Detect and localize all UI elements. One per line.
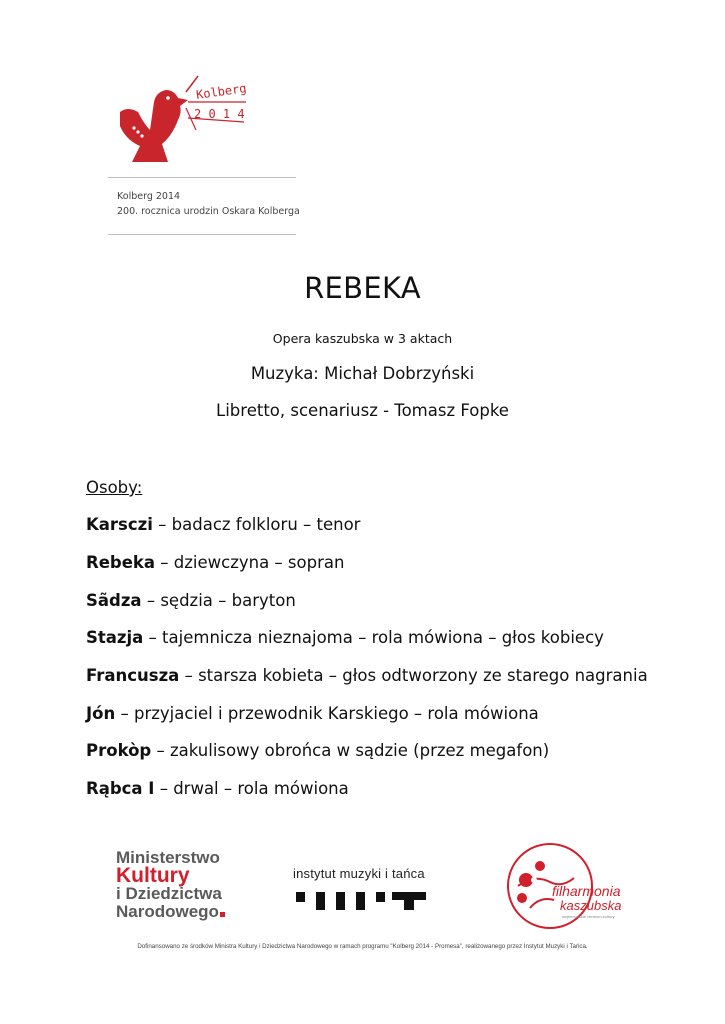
person-desc: – przyjaciel i przewodnik Karskiego – rola mówiona [115, 704, 539, 723]
logo-kolberg-text: Kolberg [195, 81, 248, 102]
header-divider-top [108, 177, 296, 178]
ministry-logo [116, 849, 246, 921]
person-item [86, 704, 539, 723]
person-name: Jón [86, 704, 116, 723]
fil-logo-line1: filharmonia [552, 883, 621, 899]
header-divider-bottom [108, 234, 296, 235]
filharmonia-kaszubska-logo [500, 838, 630, 938]
kolberg-2014-logo [108, 72, 298, 172]
ministry-logo-line2: Kultury [116, 864, 190, 887]
person-desc: – tajemnicza nieznajoma – rola mówiona – głos kobiecy [143, 628, 604, 647]
person-name: Rąbca I [86, 779, 155, 798]
person-name: Rebeka [86, 553, 156, 572]
person-desc: – sędzia – baryton [141, 591, 296, 610]
person-item [86, 779, 349, 798]
person-name: Prokòp [86, 741, 152, 760]
logo-year-text: 2 0 1 4 [194, 107, 245, 121]
person-name: Stazja [86, 628, 144, 647]
header-caption-2: 200. rocznica urodzin Oskara Kolberga [117, 206, 300, 217]
ministry-logo-line4: Narodowego [116, 902, 219, 921]
person-desc: – dziewczyna – sopran [155, 553, 345, 572]
ministry-logo-line1: Ministerstwo [116, 848, 220, 867]
person-item [86, 591, 296, 610]
rooster-shape [120, 90, 188, 162]
ministry-logo-dot [220, 912, 225, 917]
funding-note: Dofinansowano ze środków Ministra Kultury i Dziedzictwa Narodowego w ramach programu "Kolberg 2014 - Promesa", realizowanego przez Instytut Muzyki i Tańca. [137, 943, 588, 950]
person-item [86, 553, 344, 572]
ministry-logo-line3: i Dziedzictwa [116, 884, 222, 903]
music-credit: Muzyka: Michał Dobrzyński [250, 364, 475, 383]
person-desc: – drwal – rola mówiona [154, 779, 349, 798]
fil-logo-line2: kaszubska [560, 898, 622, 913]
person-desc: – badacz folkloru – tenor [152, 515, 361, 534]
imit-logo-mark [296, 888, 426, 912]
person-name: Karsczi [86, 515, 153, 534]
persons-heading: Osoby: [86, 478, 143, 497]
libretto-credit: Libretto, scenariusz - Tomasz Fopke [216, 401, 509, 420]
person-item [86, 666, 648, 685]
document-subtitle: Opera kaszubska w 3 aktach [272, 331, 453, 346]
person-desc: – starsza kobieta – głos odtworzony ze starego nagrania [179, 666, 648, 685]
person-name: Sãdza [86, 591, 142, 610]
person-desc: – zakulisowy obrońca w sądzie (przez megafon) [151, 741, 550, 760]
person-item [86, 628, 604, 647]
fil-logo-line3: wejherowskie centrum kultury [562, 914, 615, 919]
header-caption-1: Kolberg 2014 [117, 191, 181, 202]
person-item [86, 515, 360, 534]
document-title: REBEKA [304, 271, 421, 305]
person-item [86, 741, 549, 760]
imit-logo-label: instytut muzyki i tańca [293, 866, 425, 881]
person-name: Francusza [86, 666, 180, 685]
